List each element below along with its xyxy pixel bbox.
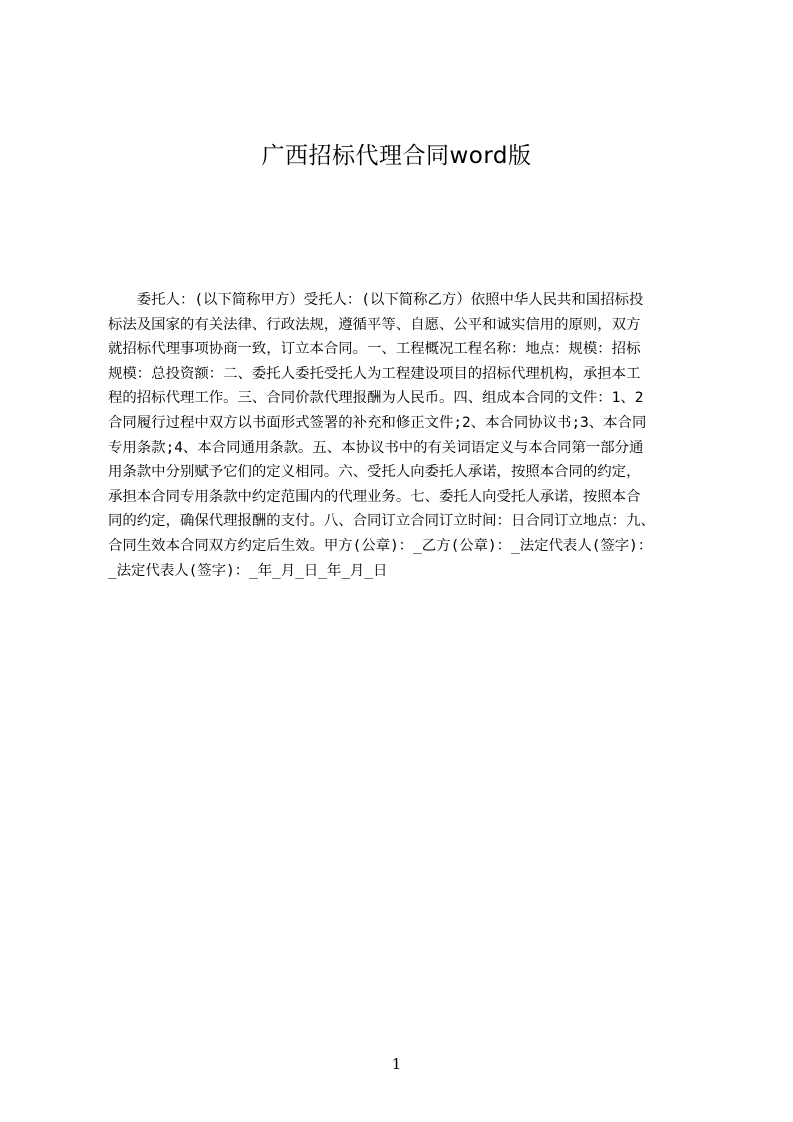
body-line: 合同履行过程中双方以书面形式签署的补充和修正文件;2、本合同协议书;3、本合同 [108, 414, 647, 431]
document-title: 广西招标代理合同word版 [261, 143, 532, 169]
page-number: 1 [391, 1055, 402, 1073]
body-line: 委托人：(以下简称甲方）受托人：(以下简称乙方）依照中华人民共和国招标投 [108, 292, 644, 308]
body-line: 就招标代理事项协商一致，订立本合同。一、工程概况工程名称：地点：规模：招标 [108, 341, 641, 358]
body-line: 规模：总投资额：二、委托人委托受托人为工程建设项目的招标代理机构，承担本工 [108, 365, 641, 382]
body-line: 同的约定，确保代理报酬的支付。八、合同订立合同订立时间：日合同订立地点：九、 [108, 513, 655, 530]
body-line: 合同生效本合同双方约定后生效。甲方(公章)：_乙方(公章)：_法定代表人(签字)： [108, 537, 653, 554]
body-line: 程的招标代理工作。三、合同价款代理报酬为人民币。四、组成本合同的文件：1、2 [108, 390, 644, 407]
body-line: 承担本合同专用条款中约定范围内的代理业务。七、委托人向受托人承诺，按照本合 [108, 488, 641, 505]
body-line: 专用条款;4、本合同通用条款。五、本协议书中的有关词语定义与本合同第一部分通 [108, 439, 644, 456]
body-line: 用条款中分别赋予它们的定义相同。六、受托人向委托人承诺，按照本合同的约定， [108, 464, 641, 481]
body-line: _法定代表人(签字)：_年_月_日_年_月_日 [108, 562, 388, 579]
body-line: 标法及国家的有关法律、行政法规，遵循平等、自愿、公平和诚实信用的原则，双方 [108, 316, 641, 333]
contract-body [108, 288, 700, 583]
